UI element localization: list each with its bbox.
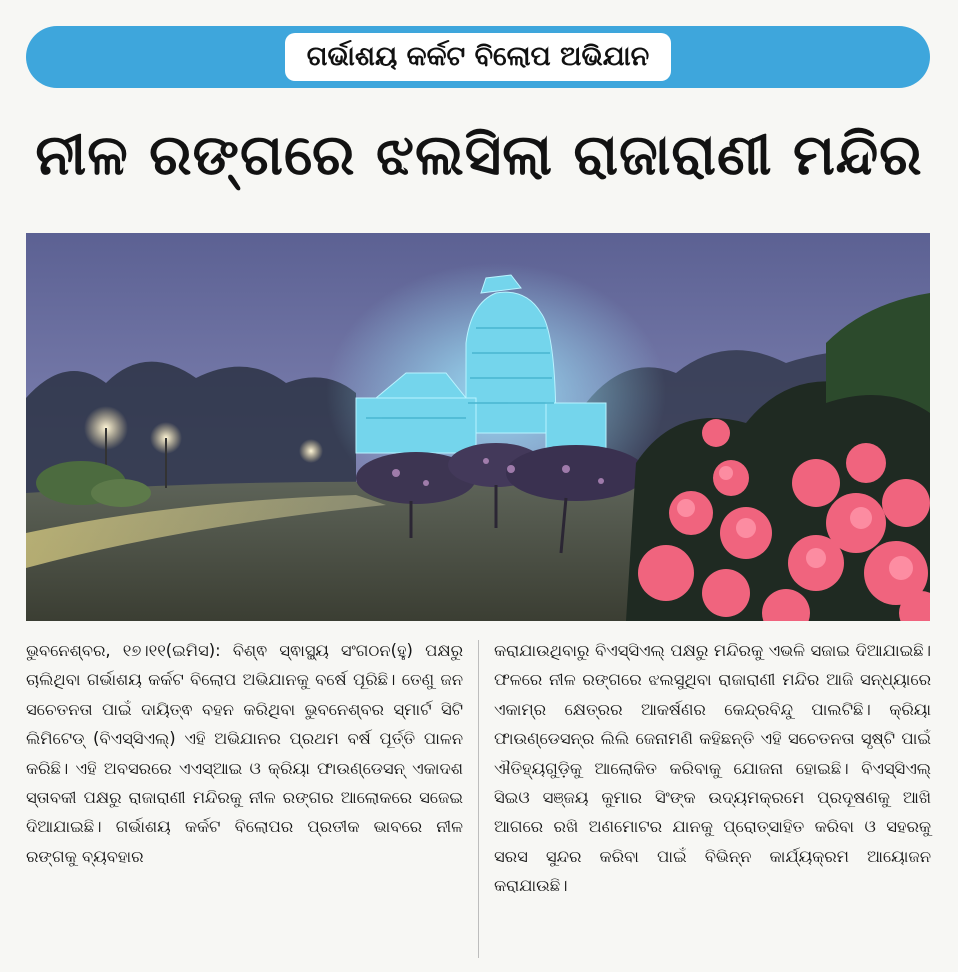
- column-divider: [478, 640, 479, 958]
- article-column-right: କରାଯାଉଥିବାରୁ ବିଏସ୍‌ସିଏଲ୍ ପକ୍ଷରୁ ମନ୍ଦିରକୁ ଏଭଳି ସଜାଇ ଦିଆଯାଇଛି। ଫଳରେ ନୀଳ ରଙ୍ଗରେ ଝଲସୁଥିବା ରାଜାରାଣୀ ମନ୍ଦିର ଆଜି ସନ୍ଧ୍ୟାରେ ଏକାମ୍ର କ୍ଷେତ୍ରର ଆକର୍ଷଣର କେନ୍ଦ୍ରବିନ୍ଦୁ ପାଲଟିଛି। କ୍ରିୟା ଫାଉଣ୍ଡେସନ୍‌ର ଲିଲି ଜେନାମଣି କହିଛନ୍ତି ଏହି ସଚେତନତା ସୃଷ୍ଟି ପାଇଁ ଐତିହ୍ୟଗୁଡ଼ିକୁ ଆଲୋକିତ କରିବାକୁ ଯୋଜନା ହୋଇଛି। ବିଏସ୍‌ସିଏଲ୍ ସିଇଓ ସଞ୍ଜୟ କୁମାର ସିଂଙ୍କ ଉଦ୍ୟମକ୍ରମେ ପ୍ରଦୂଷଣକୁ ଆଖି ଆଗରେ ରଖି ଅଣମୋଟର ଯାନକୁ ପ୍ରୋତ୍ସାହିତ କରିବା ଓ ସହରକୁ ସରସ ସୁନ୍ଦର କରିବା ପାଇଁ ବିଭିନ୍ନ କାର୍ଯ୍ୟକ୍ରମ ଆୟୋଜନ କରାଯାଉଛି।: [494, 641, 931, 896]
- article-column-left: ଭୁବନେଶ୍ବର, ୧୭।୧୧(ଇମିସ): ବିଶ୍ଵ ସ୍ଵାସ୍ଥ୍ୟ ସଂଗଠନ(ହୁ) ପକ୍ଷରୁ ଚାଲିଥିବା ଗର୍ଭାଶୟ କର୍କଟ ବିଲୋପ ଅଭିଯାନକୁ ବର୍ଷେ ପୂରିଛି। ତେଣୁ ଜନ ସଚେତନତା ପାଇଁ ଦାୟିତ୍ଵ ବହନ କରିଥିବା ଭୁବନେଶ୍ବର ସ୍ମାର୍ଟ ସିଟି ଲିମିଟେଡ୍ (ବିଏସ୍‌ସିଏଲ୍) ଏହି ଅଭିଯାନର ପ୍ରଥମ ବର୍ଷ ପୂର୍ତ୍ତି ପାଳନ କରିଛି। ଏହି ଅବସରରେ ଏଏସ୍‌ଆଇ ଓ କ୍ରିୟା ଫାଉଣ୍ଡେସନ୍ ଏକାଦଶ ସ୍ତାବକୀ ପକ୍ଷରୁ ରାଜାରାଣୀ ମନ୍ଦିରକୁ ନୀଳ ରଙ୍ଗର ଆଲୋକରେ ସଜେଇ ଦିଆଯାଇଛି। ଗର୍ଭାଶୟ କର୍କଟ ବିଲୋପର ପ୍ରତୀକ ଭାବରେ ନୀଳ ରଙ୍ଗକୁ ବ୍ୟବହାର: [26, 641, 463, 866]
- banner-label: ଗର୍ଭାଶୟ କର୍କଟ ବିଲୋପ ଅଭିଯାନ: [285, 33, 672, 81]
- headline: ନୀଳ ରଙ୍ଗରେ ଝଲସିଲା ରାଜାରାଣୀ ମନ୍ଦିର: [35, 123, 923, 188]
- temple-photo-illustration: [26, 233, 930, 621]
- temple-night-photo: [26, 233, 930, 621]
- section-banner: [26, 26, 930, 88]
